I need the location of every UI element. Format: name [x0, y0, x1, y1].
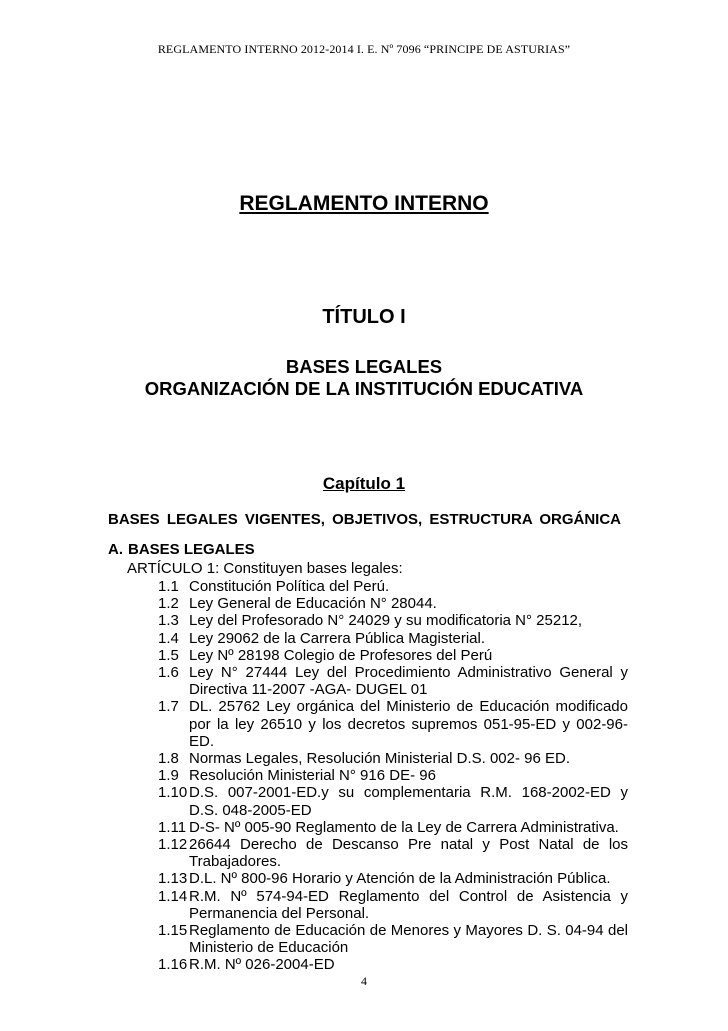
item-text: Ley General de Educación N° 28044. — [189, 595, 437, 613]
item-number: 1.12 — [158, 836, 188, 854]
document-title: REGLAMENTO INTERNO — [239, 192, 489, 215]
list-item — [158, 888, 628, 922]
item-text: Ley 29062 de la Carrera Pública Magisterial. — [189, 629, 485, 647]
list-item — [158, 836, 628, 870]
item-number: 1.10 — [158, 784, 188, 802]
list-item — [158, 664, 628, 698]
list-item — [158, 956, 628, 973]
chapter-subtitle: BASES LEGALES VIGENTES, OBJETIVOS, ESTRUCTURA ORGÁNICA — [108, 511, 621, 528]
item-text: Ley N° 27444 Ley del Procedimiento Administrativo General y Directiva 11-2007 -AGA- DUGEL 01 — [189, 664, 628, 699]
item-number: 1.3 — [158, 612, 179, 630]
title-subheading-line-2: ORGANIZACIÓN DE LA INSTITUCIÓN EDUCATIVA — [144, 378, 584, 399]
list-item — [158, 612, 628, 629]
item-number: 1.1 — [158, 578, 179, 595]
list-item — [158, 922, 628, 956]
item-text: 26644 Derecho de Descanso Pre natal y Post Natal de los Trabajadores. — [189, 836, 628, 871]
item-text: D-S- Nº 005-90 Reglamento de la Ley de Carrera Administrativa. — [189, 818, 619, 836]
item-text: D.S. 007-2001-ED.y su complementaria R.M. 168-2002-ED y D.S. 048-2005-ED — [189, 784, 628, 819]
item-number: 1.6 — [158, 664, 179, 682]
item-text: Ley del Profesorado N° 24029 y su modificatoria N° 25212, — [189, 612, 583, 630]
item-number: 1.4 — [158, 629, 179, 647]
legal-bases-list — [158, 578, 628, 974]
title-subheading-line-1: BASES LEGALES — [285, 356, 443, 377]
item-text: Normas Legales, Resolución Ministerial D.S. 002- 96 ED. — [189, 750, 570, 768]
list-item — [158, 767, 628, 784]
item-text: Ley Nº 28198 Colegio de Profesores del Perú — [189, 646, 493, 664]
title-heading: TÍTULO I — [322, 306, 406, 328]
item-number: 1.13 — [158, 870, 188, 888]
item-number: 1.14 — [158, 887, 188, 905]
list-item — [158, 784, 628, 818]
page-number: 4 — [361, 974, 367, 988]
article-heading: ARTÍCULO 1: Constituyen bases legales: — [127, 560, 403, 577]
item-number: 1.2 — [158, 595, 179, 613]
chapter-heading: Capítulo 1 — [322, 474, 406, 493]
list-item — [158, 630, 628, 647]
list-item — [158, 750, 628, 767]
list-item — [158, 870, 628, 887]
item-number: 1.8 — [158, 750, 179, 768]
section-letter: A. — [108, 541, 123, 558]
item-text: D.L. Nº 800-96 Horario y Atención de la Administración Pública. — [189, 870, 611, 888]
list-item — [158, 578, 628, 595]
item-text: R.M. Nº 574-94-ED Reglamento del Control de Asistencia y Permanencia del Personal. — [189, 887, 628, 922]
list-item — [158, 698, 628, 750]
item-text: Constitución Política del Perú. — [189, 578, 390, 595]
title-subheading — [0, 356, 728, 400]
list-item — [158, 647, 628, 664]
list-item — [158, 595, 628, 612]
item-number: 1.5 — [158, 646, 179, 664]
section-label: BASES LEGALES — [128, 541, 255, 558]
item-text: Resolución Ministerial N° 916 DE- 96 — [189, 767, 436, 785]
item-number: 1.15 — [158, 922, 188, 940]
item-number: 1.9 — [158, 767, 179, 785]
item-number: 1.11 — [158, 818, 187, 836]
section-heading — [108, 541, 255, 558]
running-header: REGLAMENTO INTERNO 2012-2014 I. E. Nº 7096 “PRINCIPE DE ASTURIAS” — [157, 42, 571, 56]
item-text: R.M. Nº 026-2004-ED — [189, 956, 335, 974]
item-text: DL. 25762 Ley orgánica del Ministerio de Educación modificado por la ley 26510 y los decretos supremos 051-95-ED y 002-96-ED. — [189, 698, 628, 750]
item-number: 1.7 — [158, 698, 179, 716]
item-text: Reglamento de Educación de Menores y Mayores D. S. 04-94 del Ministerio de Educación — [189, 922, 628, 957]
list-item — [158, 819, 628, 836]
item-number: 1.16 — [158, 956, 188, 974]
